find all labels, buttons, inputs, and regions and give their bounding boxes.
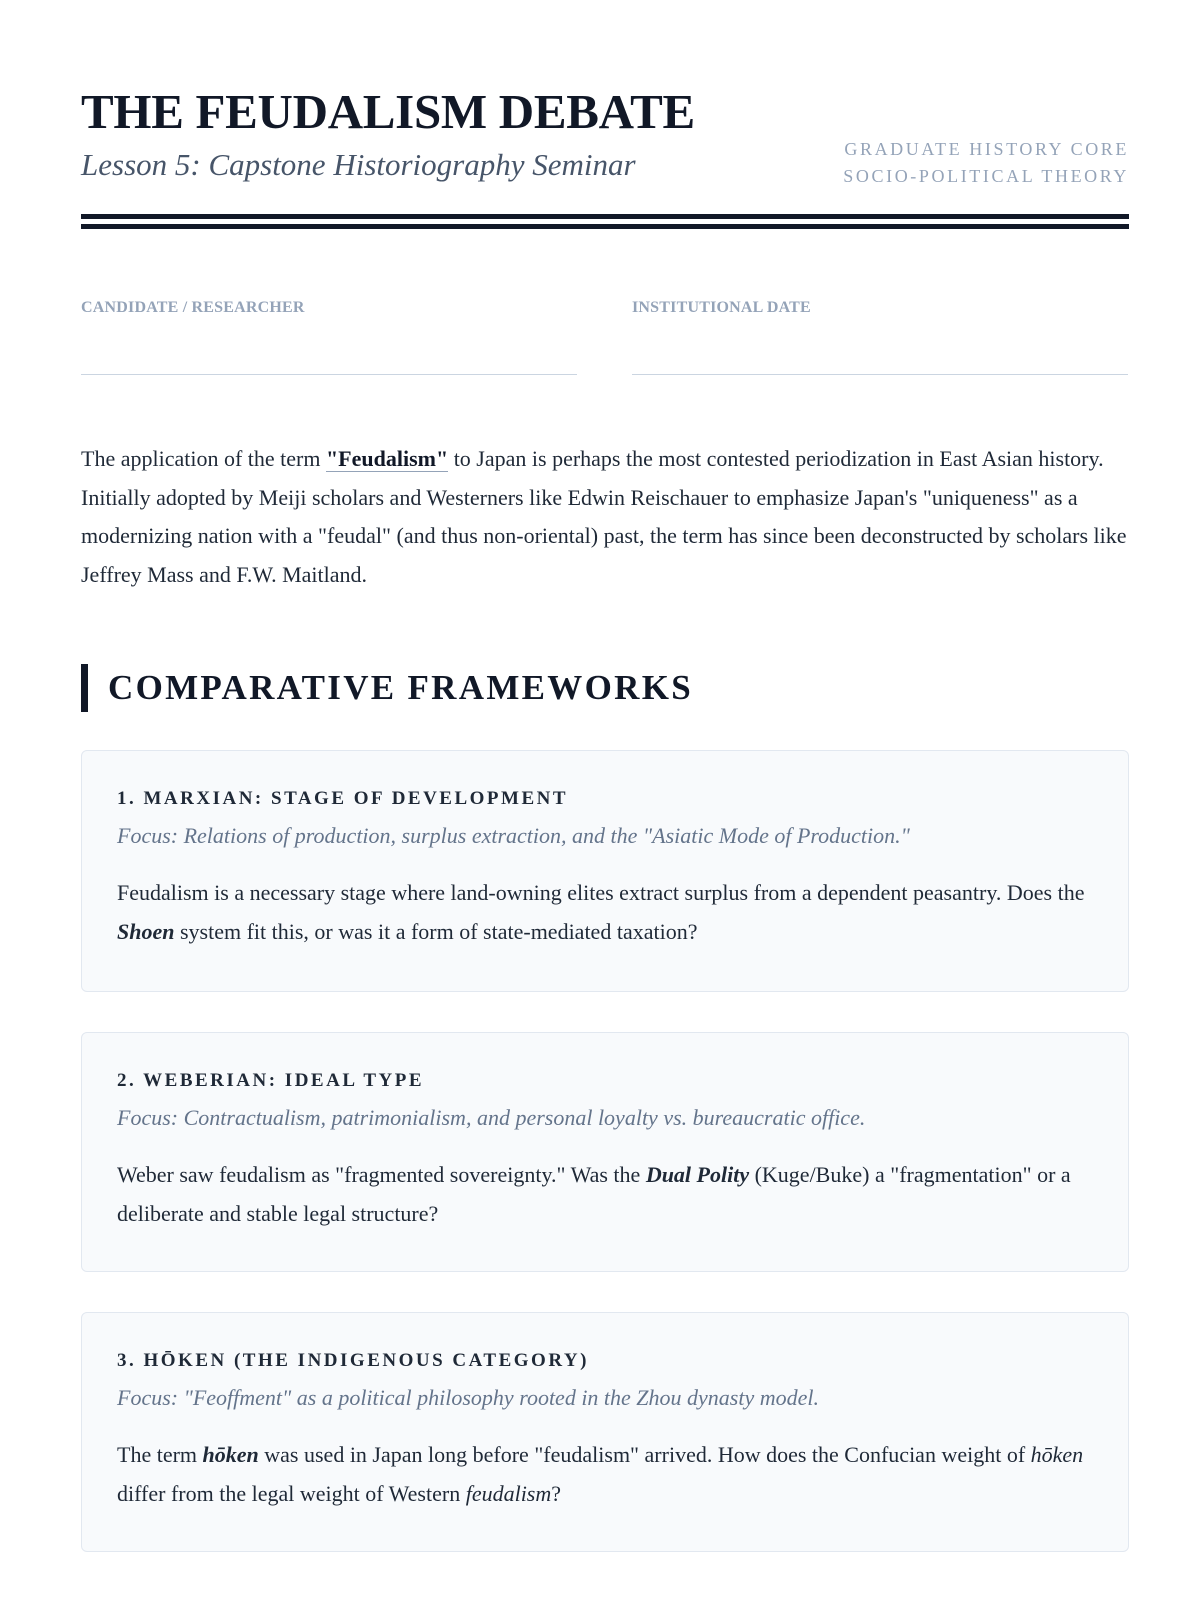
body-text: The term	[117, 1442, 203, 1467]
framework-body	[117, 1436, 1097, 1513]
framework-title: 2. WEBERIAN: IDEAL TYPE	[117, 1070, 425, 1091]
course-meta	[843, 136, 1129, 190]
framework-card	[81, 1312, 1129, 1552]
candidate-label: CANDIDATE / RESEARCHER	[81, 299, 305, 316]
candidate-field-group	[81, 298, 577, 318]
body-text: ?	[551, 1480, 562, 1506]
section-heading	[81, 664, 1129, 712]
date-label: INSTITUTIONAL DATE	[632, 299, 811, 316]
course-meta-line: SOCIO-POLITICAL THEORY	[843, 166, 1129, 186]
framework-card	[81, 1032, 1129, 1272]
body-text: (Kuge/Buke) a "fragmentation" or a deliberate and stable legal structure?	[117, 1162, 1071, 1226]
double-rule-divider	[81, 214, 1129, 229]
body-text: was used in Japan long before "feudalism" arrived. How does the Confucian weight of	[258, 1442, 1031, 1467]
body-text: system fit this, or was it a form of state-mediated taxation?	[174, 918, 698, 944]
emphasis-term: Shoen	[117, 918, 175, 944]
framework-body	[117, 874, 1097, 951]
framework-title: 3. HŌKEN (THE INDIGENOUS CATEGORY)	[117, 1350, 589, 1371]
course-meta-line: GRADUATE HISTORY CORE	[844, 139, 1129, 159]
intro-text: to Japan is perhaps the most contested periodization in East Asian history. Initially adopted by Meiji scholars and Westerners like Edwin Reischauer to emphasize Japan's "uniqueness" as a modernizing nation with a "feudal" (and thus non-oriental) past, the term has since been deconstructed by scholars like Jeffrey Mass and F.W. Maitland.	[81, 446, 1127, 587]
section-title: COMPARATIVE FRAMEWORKS	[108, 668, 693, 707]
intro-paragraph	[81, 440, 1129, 594]
emphasis-term: Dual Polity	[645, 1162, 750, 1187]
emphasis-term: hōken	[202, 1442, 259, 1467]
header	[81, 0, 1129, 196]
candidate-input[interactable]	[81, 374, 577, 375]
framework-focus: Focus: "Feoffment" as a political philosophy rooted in the Zhou dynasty model.	[117, 1385, 820, 1410]
date-field-group	[632, 298, 1128, 318]
framework-card	[81, 750, 1129, 992]
date-input[interactable]	[632, 374, 1128, 375]
worksheet-page	[81, 0, 1129, 1506]
section-accent-bar	[81, 664, 88, 712]
body-text: differ from the legal weight of Western	[117, 1480, 466, 1506]
emphasis-term: feudalism	[465, 1480, 552, 1506]
page-subtitle: Lesson 5: Capstone Historiography Seminar	[81, 147, 636, 182]
intro-text: The application of the term	[81, 446, 326, 471]
body-text: Weber saw feudalism as "fragmented sovereignty." Was the	[117, 1162, 646, 1187]
framework-title: 1. MARXIAN: STAGE OF DEVELOPMENT	[117, 788, 569, 809]
body-text: Feudalism is a necessary stage where land-owning elites extract surplus from a dependent peasantry. Does the	[117, 880, 1085, 905]
framework-focus: Focus: Relations of production, surplus extraction, and the "Asiatic Mode of Production."	[117, 823, 910, 848]
student-fields	[81, 298, 1129, 378]
emphasis-term: hōken	[1030, 1442, 1084, 1467]
framework-body	[117, 1156, 1097, 1233]
page-title: THE FEUDALISM DEBATE	[81, 84, 695, 139]
framework-focus: Focus: Contractualism, patrimonialism, and personal loyalty vs. bureaucratic office.	[117, 1105, 866, 1130]
feudalism-term: "Feudalism"	[325, 446, 449, 471]
